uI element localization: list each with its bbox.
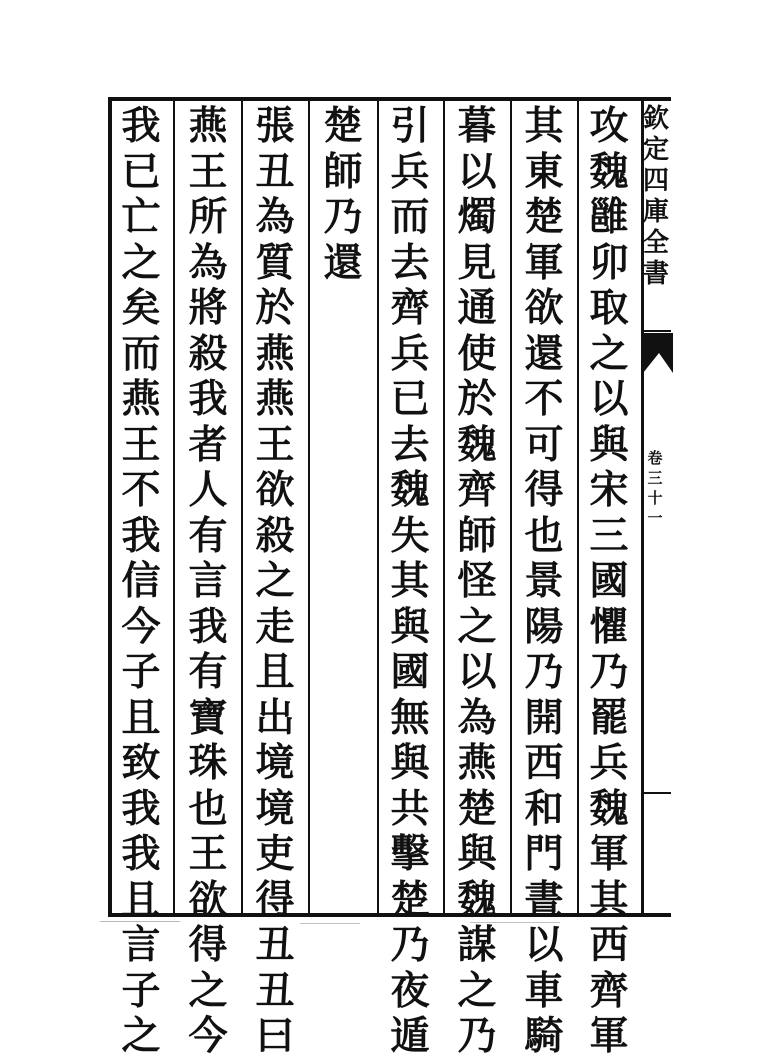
text-char: 出 <box>255 694 295 741</box>
column-divider <box>173 101 175 913</box>
text-char: 魏 <box>457 876 497 923</box>
text-char: 欲 <box>188 876 228 923</box>
title-char: 四 <box>643 166 670 196</box>
text-char: 我 <box>121 785 161 832</box>
text-char: 而 <box>121 330 161 377</box>
text-char: 得 <box>255 876 295 923</box>
text-char: 丑 <box>255 967 295 1014</box>
text-char: 軍 <box>524 239 564 286</box>
text-char: 王 <box>121 421 161 468</box>
text-char: 三 <box>589 512 629 559</box>
text-char: 兵 <box>589 740 629 786</box>
text-char: 燕 <box>255 330 295 377</box>
text-char: 以 <box>457 148 497 195</box>
text-char: 景 <box>524 558 564 604</box>
text-char: 以 <box>589 376 629 422</box>
text-char: 王 <box>188 831 228 877</box>
text-char: 乃 <box>457 1013 497 1059</box>
juan-char: 十 <box>647 489 663 507</box>
scan-artifact <box>470 922 560 923</box>
text-char: 其 <box>390 558 430 604</box>
text-char: 魏 <box>589 148 629 195</box>
frame-top-line <box>108 97 671 101</box>
scan-artifact <box>300 923 360 924</box>
text-column <box>518 104 570 1060</box>
text-char: 不 <box>524 376 564 422</box>
text-char: 今 <box>188 1013 228 1059</box>
text-column <box>317 104 369 286</box>
title-char: 書 <box>643 259 670 289</box>
text-char: 宋 <box>589 467 629 513</box>
text-char: 乃 <box>390 922 430 968</box>
text-char: 曰 <box>255 1013 295 1059</box>
column-divider <box>577 101 579 913</box>
text-char: 也 <box>188 785 228 832</box>
text-char: 擊 <box>390 831 430 877</box>
text-char: 齊 <box>457 467 497 513</box>
text-char: 我 <box>188 603 228 650</box>
text-char: 陽 <box>524 603 564 650</box>
text-char: 得 <box>188 922 228 968</box>
text-char: 兵 <box>390 148 430 195</box>
text-char: 丑 <box>255 148 295 195</box>
text-char: 王 <box>255 421 295 468</box>
text-char: 楚 <box>457 785 497 832</box>
text-char: 殺 <box>188 330 228 377</box>
text-char: 人 <box>188 467 228 513</box>
text-char: 走 <box>255 603 295 650</box>
text-char: 與 <box>589 421 629 468</box>
margin-rule <box>644 330 671 332</box>
text-char: 無 <box>390 694 430 741</box>
text-char: 楚 <box>323 103 363 149</box>
fish-tail-mark <box>643 333 673 373</box>
text-char: 質 <box>255 239 295 286</box>
text-char: 晝 <box>524 876 564 923</box>
text-char: 為 <box>255 194 295 240</box>
text-char: 欲 <box>524 285 564 331</box>
text-char: 有 <box>188 512 228 559</box>
text-char: 東 <box>524 148 564 195</box>
text-char: 魏 <box>390 467 430 513</box>
text-char: 之 <box>188 967 228 1014</box>
text-char: 見 <box>457 239 497 286</box>
text-char: 為 <box>457 694 497 741</box>
column-divider <box>241 101 243 913</box>
text-char: 西 <box>524 740 564 786</box>
text-char: 張 <box>255 103 295 149</box>
text-char: 燭 <box>457 194 497 240</box>
text-char: 我 <box>188 376 228 422</box>
text-char: 齊 <box>390 285 430 331</box>
text-char: 且 <box>121 694 161 741</box>
text-char: 乃 <box>589 649 629 695</box>
text-char: 去 <box>390 421 430 468</box>
text-char: 今 <box>121 603 161 650</box>
title-char: 定 <box>643 135 670 165</box>
text-char: 其 <box>524 103 564 149</box>
text-char: 夜 <box>390 967 430 1014</box>
text-char: 國 <box>589 558 629 604</box>
text-char: 珠 <box>188 740 228 786</box>
text-char: 兵 <box>390 330 430 377</box>
text-char: 失 <box>390 512 430 559</box>
text-char: 而 <box>390 194 430 240</box>
text-char: 乃 <box>524 649 564 695</box>
frame-left-line <box>108 97 112 917</box>
text-char: 之 <box>255 558 295 604</box>
text-char: 車 <box>524 967 564 1014</box>
text-char: 寶 <box>188 694 228 741</box>
title-char: 欽 <box>643 104 670 134</box>
text-char: 我 <box>121 512 161 559</box>
column-divider <box>443 101 445 913</box>
text-column <box>115 104 167 1060</box>
text-char: 燕 <box>121 376 161 422</box>
text-char: 言 <box>121 922 161 968</box>
text-char: 暮 <box>457 103 497 149</box>
juan-char: 一 <box>647 509 663 527</box>
text-char: 國 <box>390 649 430 695</box>
text-char: 西 <box>589 922 629 968</box>
text-column <box>583 104 635 1060</box>
text-char: 已 <box>390 376 430 422</box>
text-char: 其 <box>589 876 629 923</box>
text-char: 和 <box>524 785 564 832</box>
text-char: 殺 <box>255 512 295 559</box>
text-char: 言 <box>188 558 228 604</box>
text-char: 可 <box>524 421 564 468</box>
text-char: 境 <box>255 785 295 832</box>
text-char: 攻 <box>589 103 629 149</box>
column-divider <box>308 101 310 913</box>
text-char: 燕 <box>188 103 228 149</box>
text-char: 去 <box>390 239 430 286</box>
text-char: 者 <box>188 421 228 468</box>
text-char: 之 <box>121 239 161 286</box>
text-char: 得 <box>524 467 564 513</box>
text-char: 還 <box>323 239 363 286</box>
text-char: 魏 <box>457 421 497 468</box>
text-char: 致 <box>121 740 161 786</box>
text-char: 師 <box>323 148 363 195</box>
text-char: 子 <box>121 967 161 1014</box>
text-char: 之 <box>457 603 497 650</box>
text-char: 楚 <box>390 876 430 923</box>
text-char: 丑 <box>255 922 295 968</box>
text-char: 於 <box>457 376 497 422</box>
text-char: 師 <box>457 512 497 559</box>
text-char: 以 <box>457 649 497 695</box>
text-char: 為 <box>188 239 228 286</box>
text-char: 不 <box>121 467 161 513</box>
text-char: 已 <box>121 148 161 195</box>
text-char: 之 <box>457 967 497 1014</box>
text-char: 與 <box>390 603 430 650</box>
text-char: 魏 <box>589 785 629 832</box>
text-char: 以 <box>524 922 564 968</box>
scan-artifact <box>100 921 180 922</box>
text-char: 欲 <box>255 467 295 513</box>
text-char: 通 <box>457 285 497 331</box>
text-char: 取 <box>589 285 629 331</box>
margin-rule <box>644 792 671 794</box>
text-char: 子 <box>121 649 161 695</box>
text-char: 懼 <box>589 603 629 650</box>
text-char: 矣 <box>121 285 161 331</box>
text-char: 齊 <box>589 967 629 1014</box>
text-char: 所 <box>188 194 228 240</box>
title-char: 全 <box>643 228 670 258</box>
text-char: 也 <box>524 512 564 559</box>
text-column <box>451 104 503 1060</box>
text-char: 軍 <box>589 1013 629 1059</box>
text-char: 與 <box>457 831 497 877</box>
text-char: 吏 <box>255 831 295 877</box>
text-char: 謀 <box>457 922 497 968</box>
text-char: 罷 <box>589 694 629 741</box>
text-column <box>182 104 234 1060</box>
text-char: 共 <box>390 785 430 832</box>
text-char: 門 <box>524 831 564 877</box>
text-char: 引 <box>390 103 430 149</box>
text-char: 騎 <box>524 1013 564 1059</box>
text-char: 雝 <box>589 194 629 240</box>
text-char: 亡 <box>121 194 161 240</box>
column-divider <box>510 101 512 913</box>
text-char: 遁 <box>390 1013 430 1059</box>
juan-char: 卷 <box>647 449 663 467</box>
text-column <box>249 104 301 1060</box>
juan-char: 三 <box>647 469 663 487</box>
text-char: 將 <box>188 285 228 331</box>
text-char: 王 <box>188 148 228 195</box>
text-char: 我 <box>121 103 161 149</box>
column-divider <box>377 101 379 913</box>
margin-juan-number <box>647 448 663 528</box>
text-char: 於 <box>255 285 295 331</box>
text-char: 軍 <box>589 831 629 877</box>
margin-book-title <box>643 104 669 290</box>
text-char: 開 <box>524 694 564 741</box>
text-char: 還 <box>524 330 564 377</box>
text-column <box>384 104 436 1060</box>
text-char: 境 <box>255 740 295 786</box>
text-char: 燕 <box>255 376 295 422</box>
text-char: 且 <box>255 649 295 695</box>
text-char: 怪 <box>457 558 497 604</box>
title-char: 庫 <box>643 197 670 227</box>
text-char: 且 <box>121 876 161 923</box>
text-char: 之 <box>121 1013 161 1059</box>
text-char: 楚 <box>524 194 564 240</box>
text-char: 乃 <box>323 194 363 240</box>
text-char: 信 <box>121 558 161 604</box>
text-char: 卯 <box>589 239 629 286</box>
text-char: 之 <box>589 330 629 377</box>
text-char: 與 <box>390 740 430 786</box>
text-char: 我 <box>121 831 161 877</box>
text-char: 使 <box>457 330 497 377</box>
text-char: 燕 <box>457 740 497 786</box>
text-char: 有 <box>188 649 228 695</box>
